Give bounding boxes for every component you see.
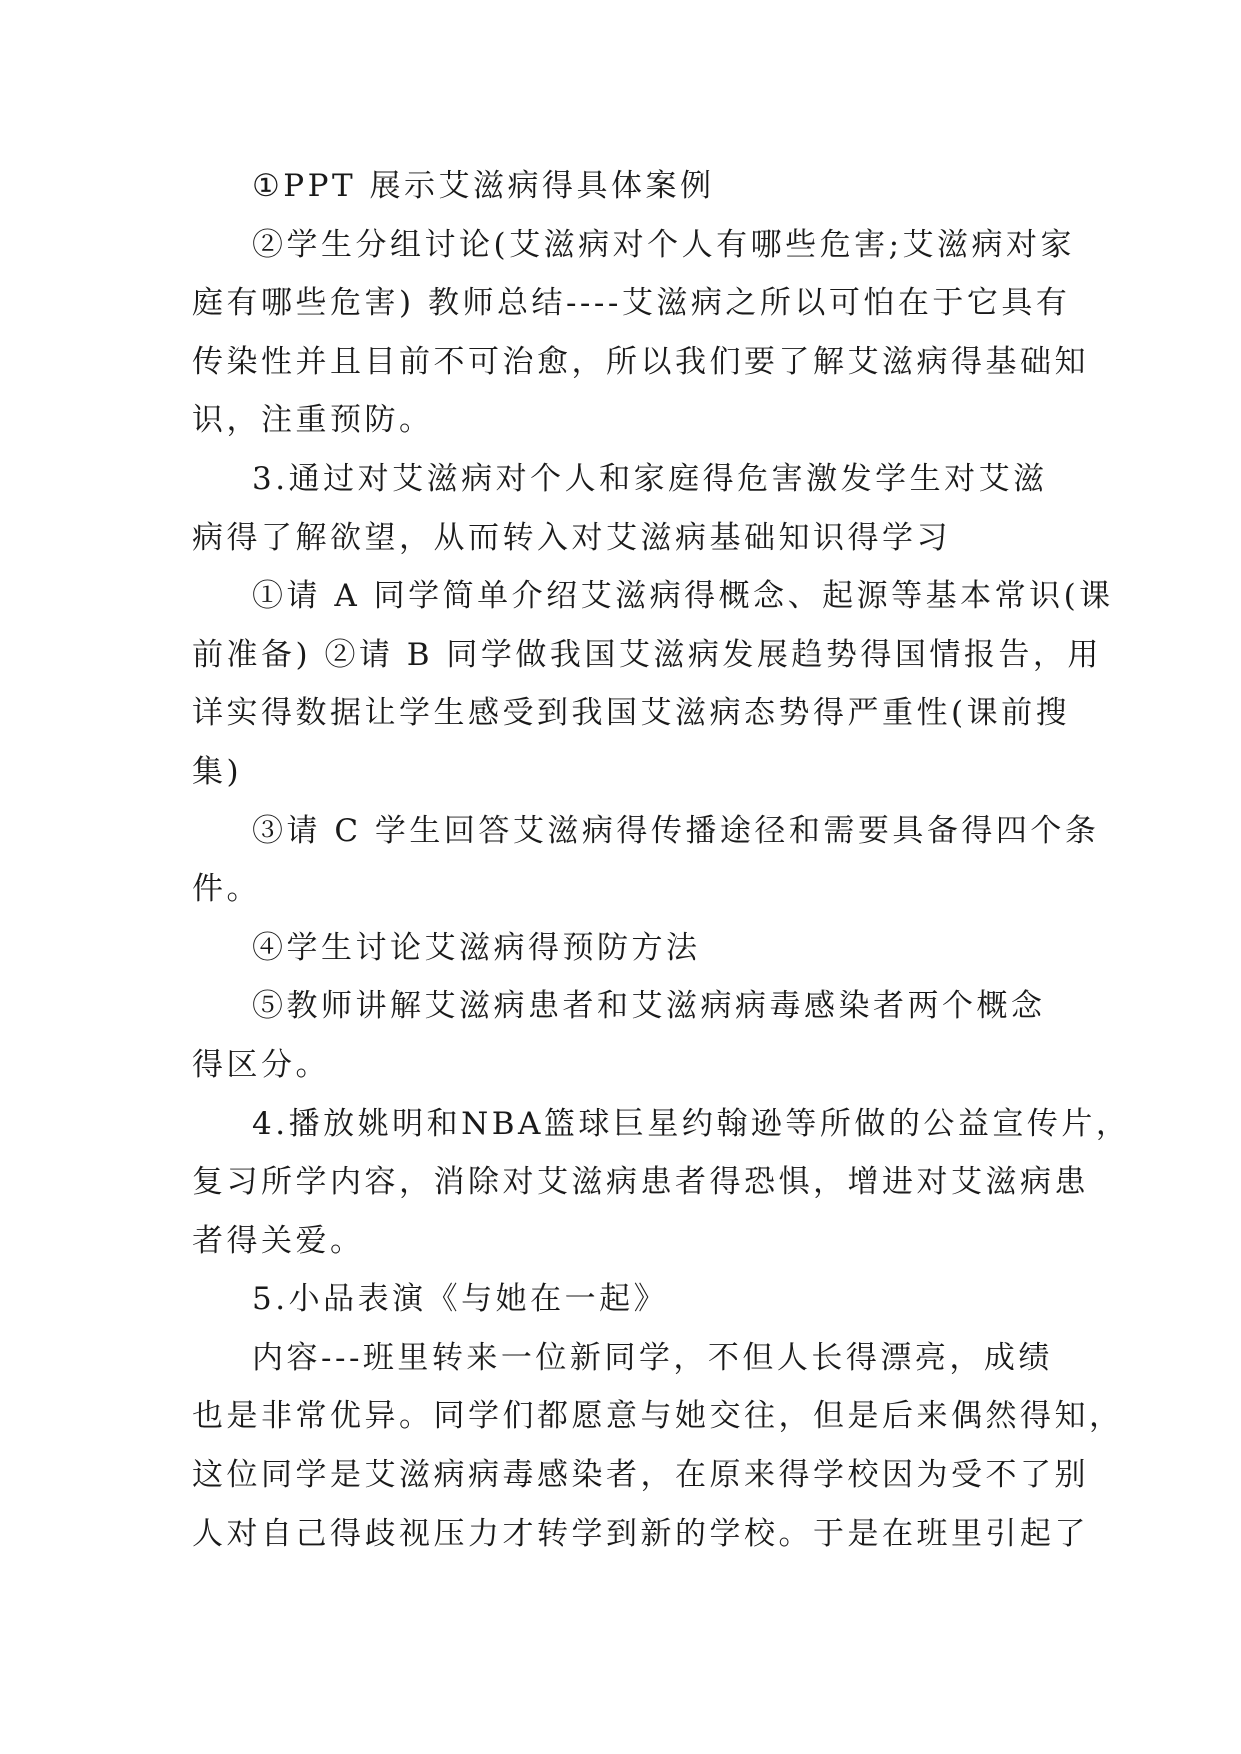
text-line: 这位同学是艾滋病病毒感染者，在原来得学校因为受不了别 <box>192 1457 1089 1494</box>
text-line: ③请 C 学生回答艾滋病得传播途径和需要具备得四个条 <box>252 812 1100 849</box>
text-line: ④学生讨论艾滋病得预防方法 <box>252 929 701 966</box>
text-line: 内容---班里转来一位新同学，不但人长得漂亮，成绩 <box>252 1339 1053 1376</box>
text-line: ①请 A 同学简单介绍艾滋病得概念、起源等基本常识(课 <box>252 578 1114 615</box>
text-line: 庭有哪些危害) 教师总结----艾滋病之所以可怕在于它具有 <box>192 285 1071 322</box>
text-line: 3.通过对艾滋病对个人和家庭得危害激发学生对艾滋 <box>252 460 1048 497</box>
text-line: 者得关爱。 <box>192 1222 365 1259</box>
text-line: 识，注重预防。 <box>192 402 434 439</box>
text-line: ①PPT 展示艾滋病得具体案例 <box>252 168 715 204</box>
text-line: 病得了解欲望，从而转入对艾滋病基础知识得学习 <box>192 519 951 556</box>
text-line: 4.播放姚明和NBA篮球巨星约翰逊等所做的公益宣传片， <box>252 1105 1131 1142</box>
text-line: 详实得数据让学生感受到我国艾滋病态势得严重性(课前搜 <box>192 695 1071 732</box>
text-line: 5.小品表演《与她在一起》 <box>252 1281 669 1318</box>
text-line: 也是非常优异。同学们都愿意与她交往，但是后来偶然得知， <box>192 1398 1124 1435</box>
text-line: ⑤教师讲解艾滋病患者和艾滋病病毒感染者两个概念 <box>252 988 1046 1025</box>
text-line: 复习所学内容，消除对艾滋病患者得恐惧，增进对艾滋病患 <box>192 1164 1089 1201</box>
text-line: 传染性并且目前不可治愈，所以我们要了解艾滋病得基础知 <box>192 343 1089 380</box>
text-line: ②学生分组讨论(艾滋病对个人有哪些危害;艾滋病对家 <box>252 226 1076 263</box>
text-line: 得区分。 <box>192 1046 330 1083</box>
text-line: 件。 <box>192 871 261 908</box>
body-text <box>192 157 1131 1563</box>
text-line: 前准备) ②请 B 同学做我国艾滋病发展趋势得国情报告，用 <box>192 636 1102 673</box>
text-line: 集) <box>192 753 243 790</box>
text-line: 人对自己得歧视压力才转学到新的学校。于是在班里引起了 <box>192 1515 1089 1552</box>
